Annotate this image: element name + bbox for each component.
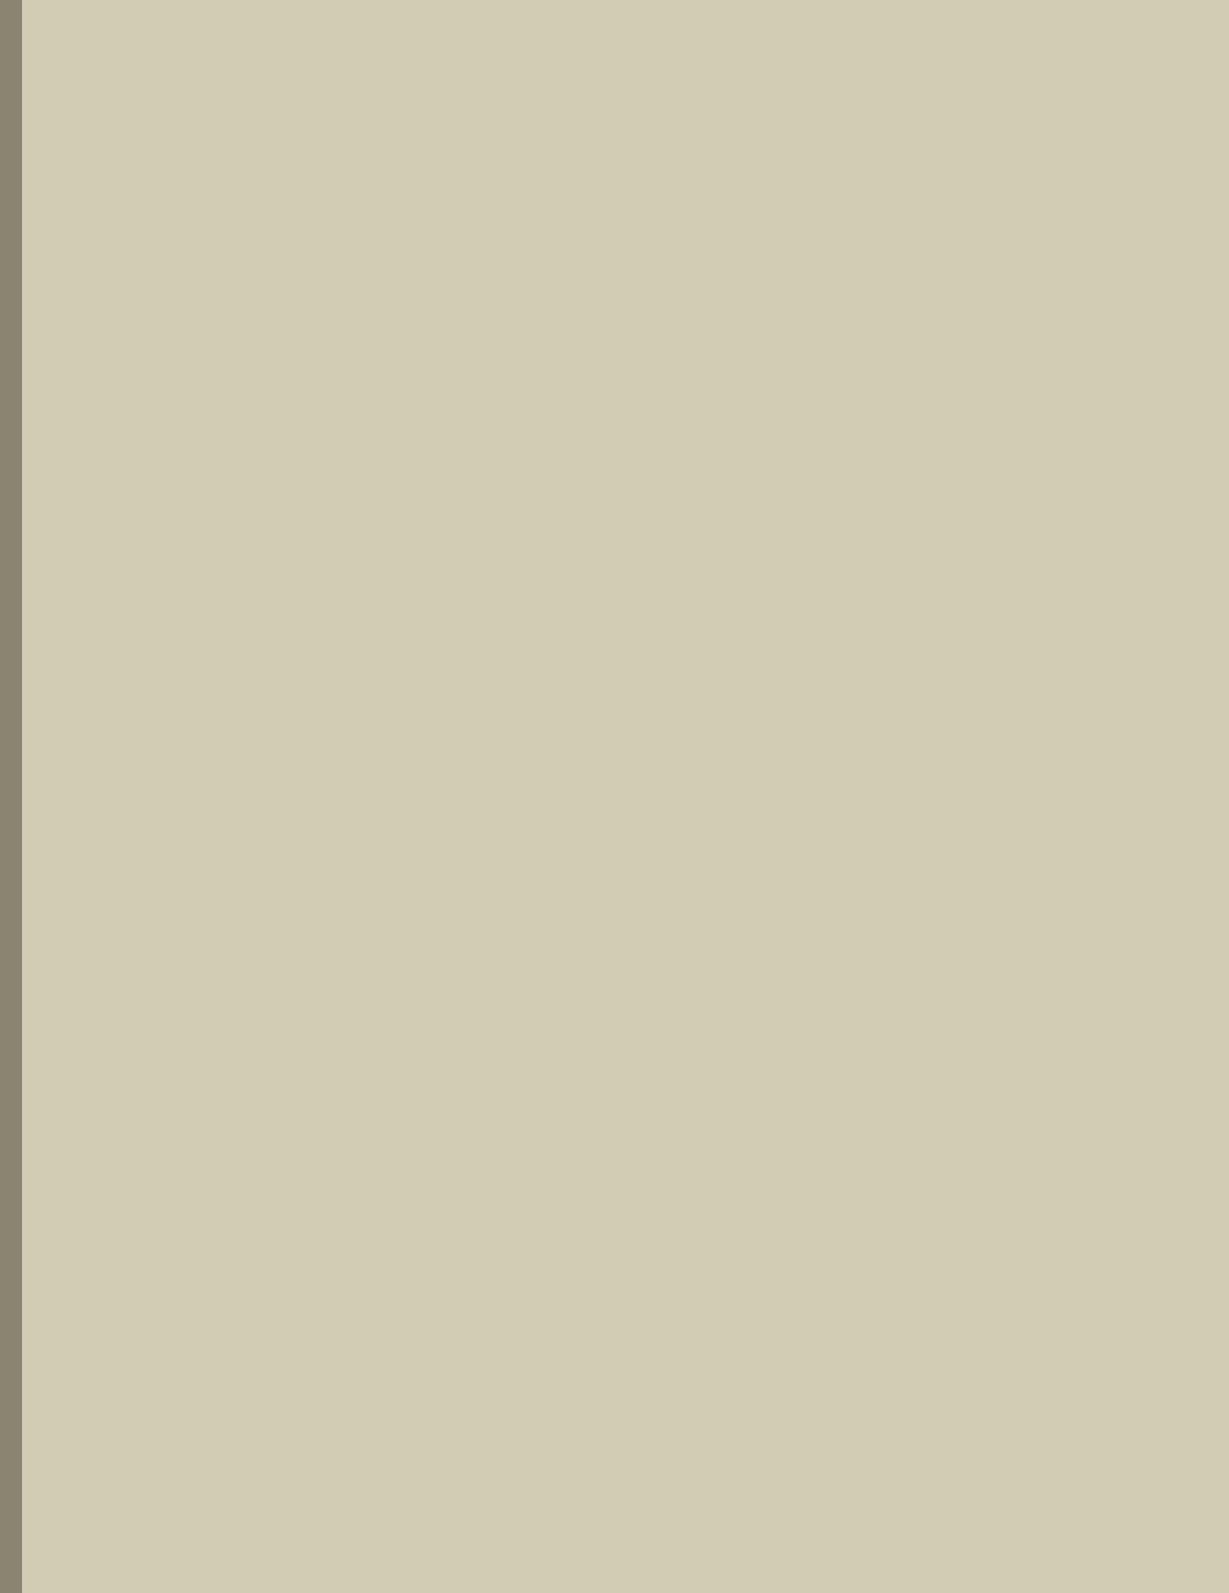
page-binding-edge: [0, 0, 22, 1593]
header-col21: [972, 96, 1002, 320]
header-sub20: [934, 180, 962, 320]
header-col14: [690, 76, 730, 320]
header-sub18: [858, 180, 886, 320]
header-sub16: [785, 180, 813, 320]
